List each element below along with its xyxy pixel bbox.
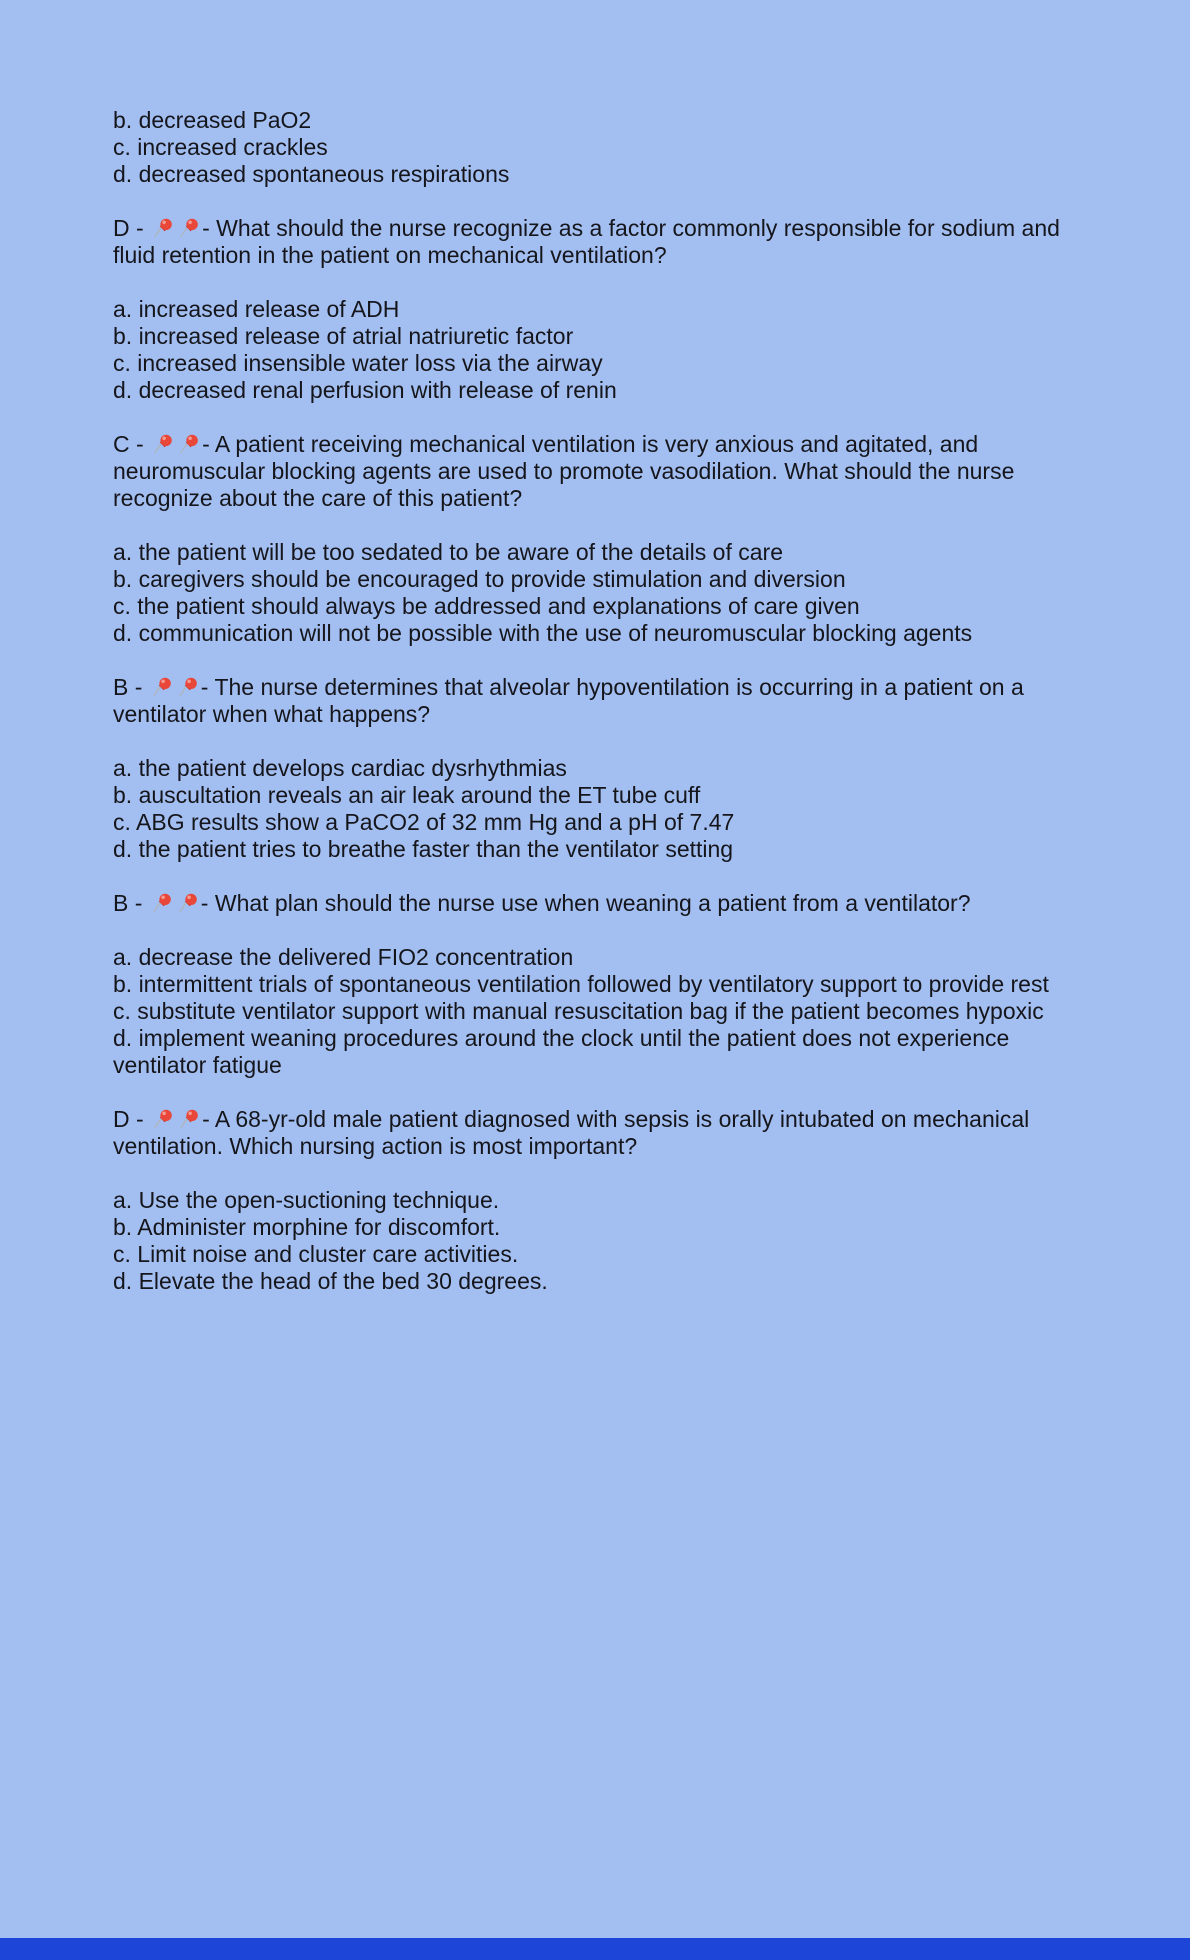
option-line: c. increased insensible water loss via the airway xyxy=(113,350,603,376)
pushpin-icon xyxy=(176,675,200,699)
option-line: c. increased crackles xyxy=(113,134,328,160)
separator: - xyxy=(129,431,151,457)
answer-line xyxy=(113,1106,1080,1160)
option-line: b. intermittent trials of spontaneous ventilation followed by ventilatory support to provide rest xyxy=(113,971,1049,997)
question-text: What should the nurse recognize as a factor commonly responsible for sodium and fluid retention in the patient on mechanical ventilation? xyxy=(113,215,1067,268)
option-line: c. ABG results show a PaCO2 of 32 mm Hg and a pH of 7.47 xyxy=(113,809,735,835)
pushpin-icon xyxy=(177,216,201,240)
pushpin-icon xyxy=(150,675,174,699)
separator: - xyxy=(202,431,215,457)
option-line: a. the patient will be too sedated to be aware of the details of care xyxy=(113,539,783,565)
footer-bar xyxy=(0,1938,1190,1960)
option-line: b. Administer morphine for discomfort. xyxy=(113,1214,501,1240)
separator: - xyxy=(128,890,149,916)
separator: - xyxy=(202,215,217,241)
questions-list xyxy=(113,215,1080,1295)
pushpin-icon xyxy=(151,1107,175,1131)
option-line: a. the patient develops cardiac dysrhythmias xyxy=(113,755,567,781)
options-group xyxy=(113,755,1080,863)
answer-letter: D xyxy=(113,215,130,241)
question-block xyxy=(113,215,1080,404)
leading-options-group xyxy=(113,107,1080,188)
question-text: The nurse determines that alveolar hypoventilation is occurring in a patient on a ventilator when what happens? xyxy=(113,674,1031,727)
question-text: A patient receiving mechanical ventilation is very anxious and agitated, and neuromuscular blocking agents are used to promote vasodilation. What should the nurse recognize about the care of this patient? xyxy=(113,431,1021,511)
question-block xyxy=(113,674,1080,863)
question-text: A 68-yr-old male patient diagnosed with sepsis is orally intubated on mechanical ventilation. Which nursing action is most important? xyxy=(113,1106,1036,1159)
option-line: c. substitute ventilator support with manual resuscitation bag if the patient becomes hypoxic xyxy=(113,998,1044,1024)
question-block xyxy=(113,431,1080,647)
option-line: d. the patient tries to breathe faster than the ventilator setting xyxy=(113,836,734,862)
answer-letter: C xyxy=(113,431,130,457)
options-group xyxy=(113,539,1080,647)
separator: - xyxy=(129,1106,151,1132)
option-line: d. implement weaning procedures around the clock until the patient does not experience ventilator fatigue xyxy=(113,1025,1010,1078)
pushpin-icon xyxy=(151,432,175,456)
option-line: c. the patient should always be addressed and explanations of care given xyxy=(113,593,860,619)
options-group xyxy=(113,1187,1080,1295)
answer-line xyxy=(113,890,1080,917)
pushpin-icon xyxy=(176,891,200,915)
option-line: c. Limit noise and cluster care activities. xyxy=(113,1241,519,1267)
pushpin-icon xyxy=(150,891,174,915)
separator: - xyxy=(129,215,151,241)
separator: - xyxy=(128,674,149,700)
option-line: b. auscultation reveals an air leak around the ET tube cuff xyxy=(113,782,701,808)
option-line: a. decrease the delivered FIO2 concentration xyxy=(113,944,574,970)
answer-letter: B xyxy=(113,890,129,916)
option-line: b. decreased PaO2 xyxy=(113,107,312,133)
option-line: d. communication will not be possible with the use of neuromuscular blocking agents xyxy=(113,620,973,646)
option-line: d. decreased spontaneous respirations xyxy=(113,161,510,187)
option-line: d. Elevate the head of the bed 30 degrees. xyxy=(113,1268,548,1294)
answer-line xyxy=(113,674,1080,728)
pushpin-icon xyxy=(177,1107,201,1131)
pushpin-icon xyxy=(177,432,201,456)
separator: - xyxy=(200,674,215,700)
options-group xyxy=(113,944,1080,1079)
separator: - xyxy=(202,1106,215,1132)
answer-letter: B xyxy=(113,674,129,700)
option-line: d. decreased renal perfusion with release of renin xyxy=(113,377,617,403)
answer-line xyxy=(113,215,1080,269)
separator: - xyxy=(200,890,215,916)
pushpin-icon xyxy=(151,216,175,240)
option-line: b. caregivers should be encouraged to provide stimulation and diversion xyxy=(113,566,846,592)
answer-letter: D xyxy=(113,1106,130,1132)
option-line: a. Use the open-suctioning technique. xyxy=(113,1187,500,1213)
question-block xyxy=(113,890,1080,1079)
question-block xyxy=(113,1106,1080,1295)
option-line: a. increased release of ADH xyxy=(113,296,400,322)
document-content xyxy=(113,107,1080,1295)
option-line: b. increased release of atrial natriuretic factor xyxy=(113,323,574,349)
question-text: What plan should the nurse use when weaning a patient from a ventilator? xyxy=(214,890,971,916)
answer-line xyxy=(113,431,1080,512)
options-group xyxy=(113,296,1080,404)
